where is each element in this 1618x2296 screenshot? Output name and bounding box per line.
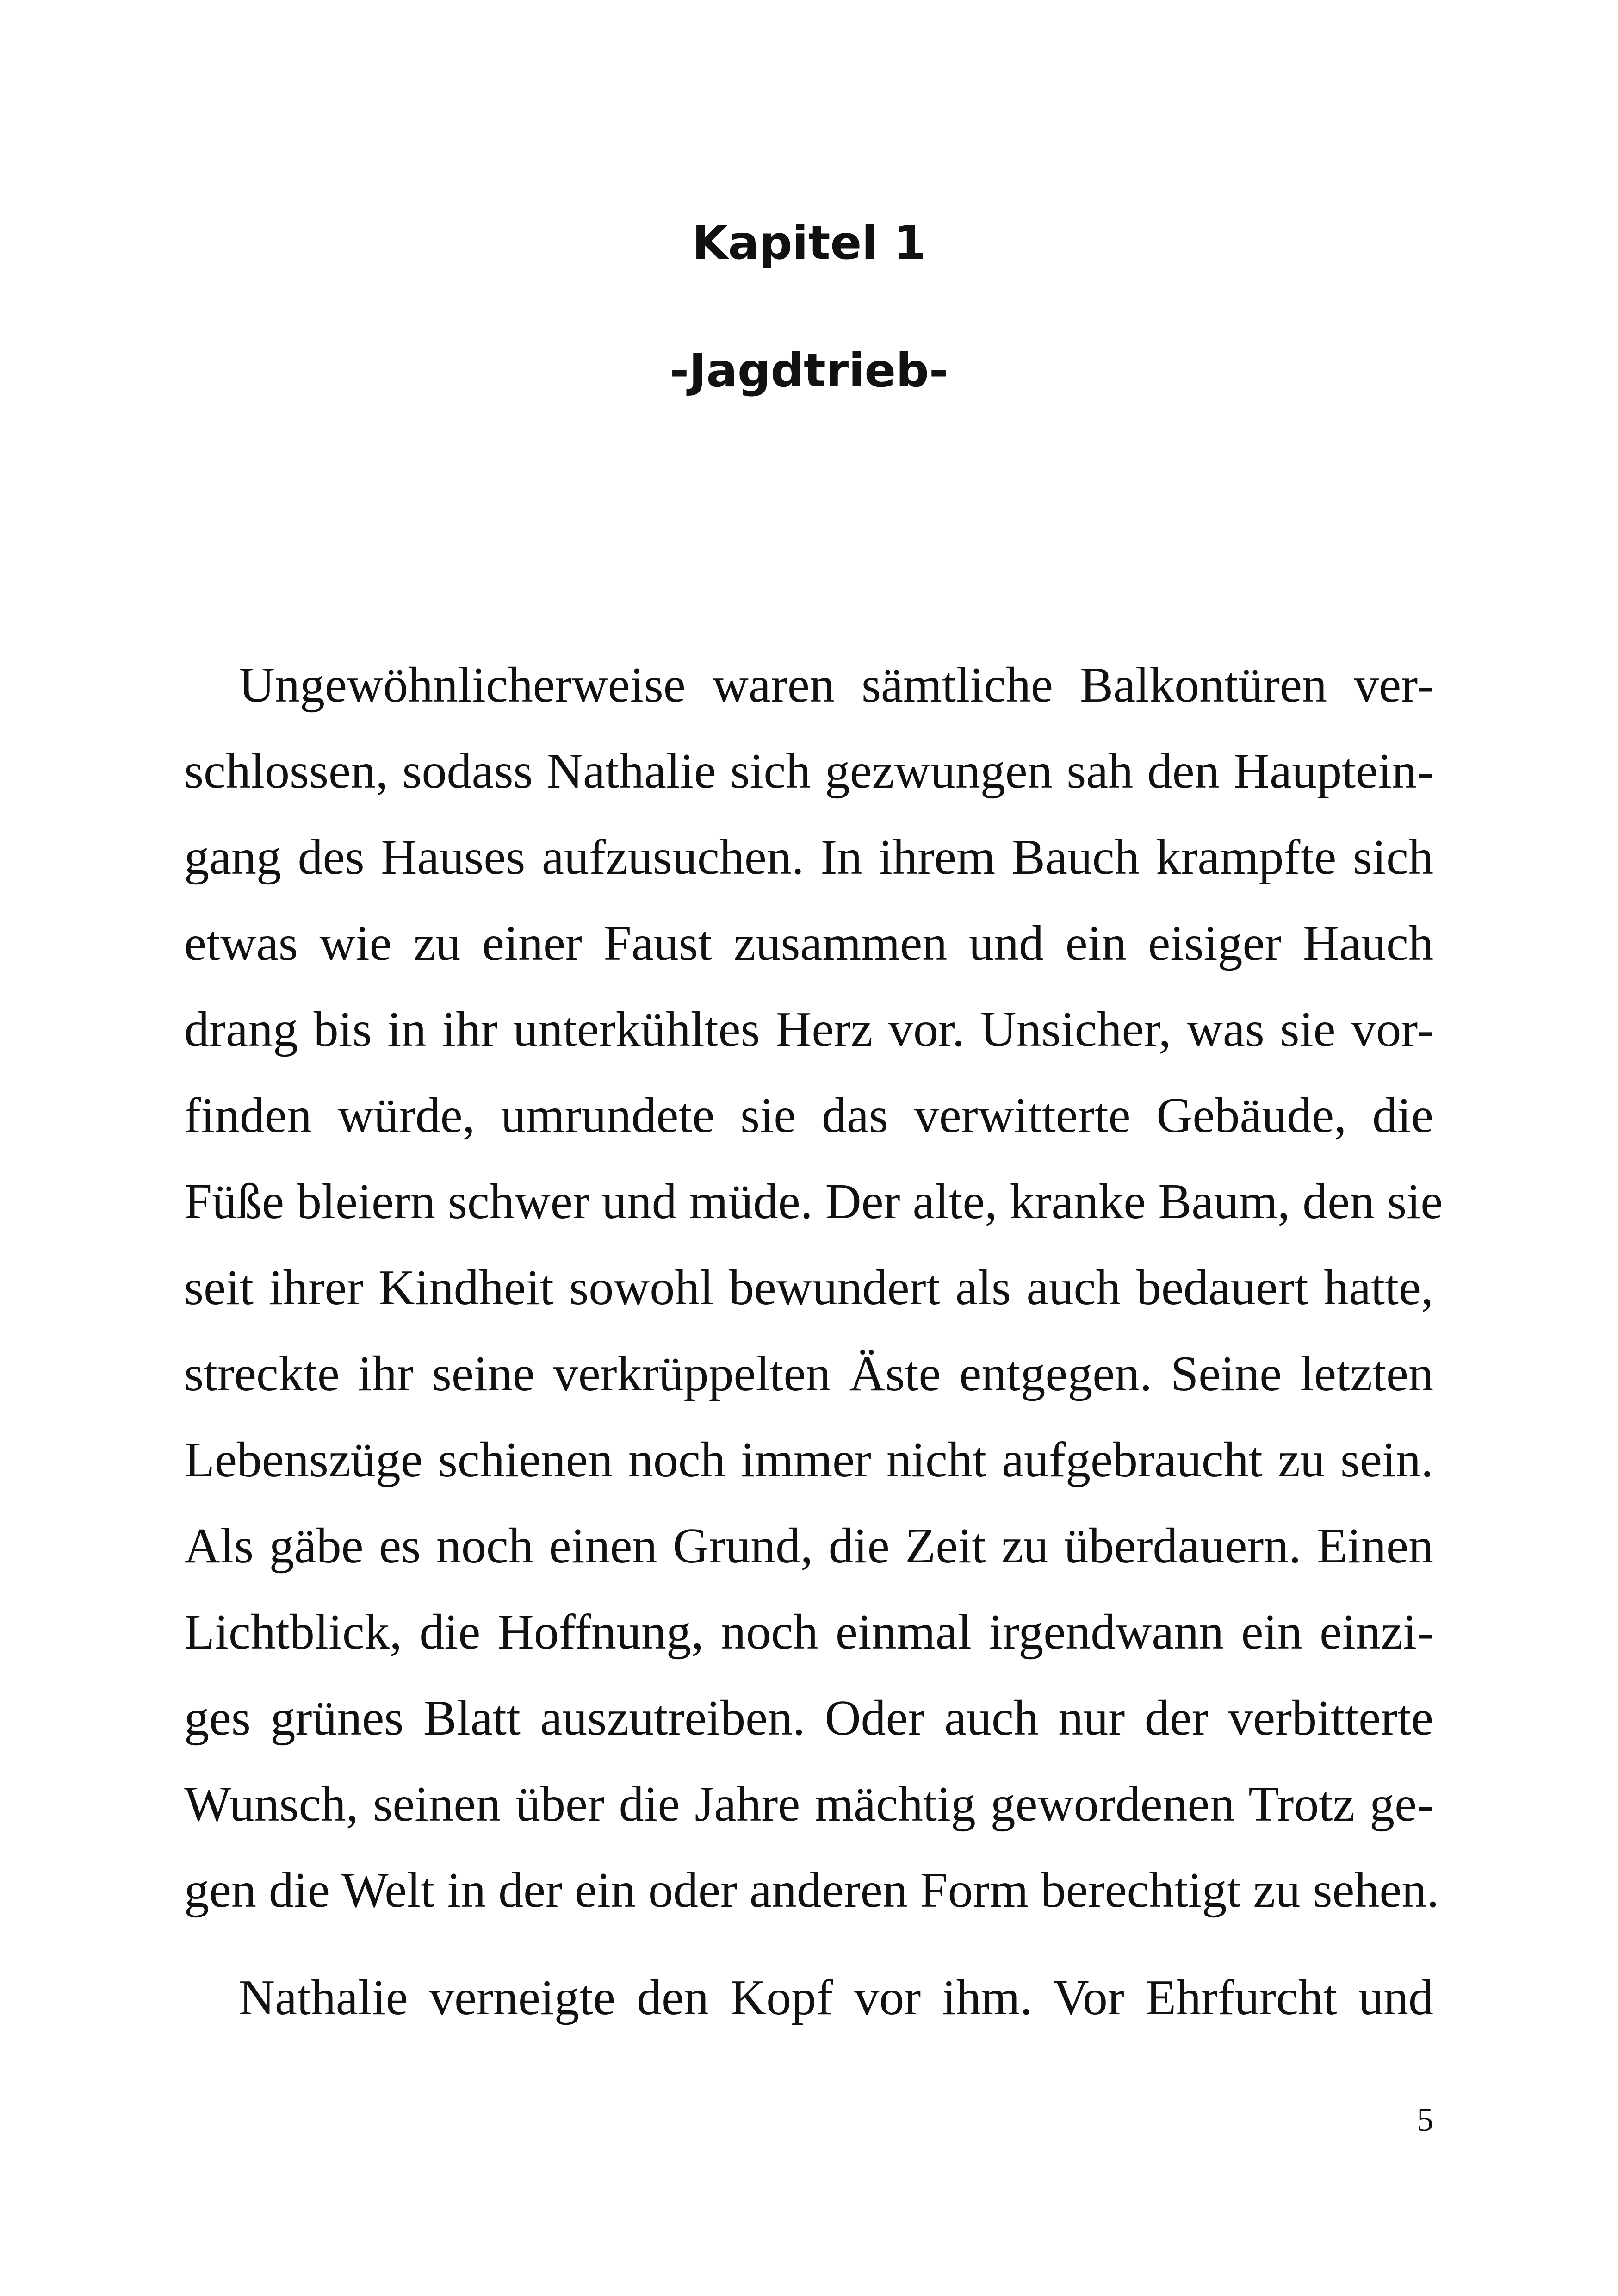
paragraph (184, 1955, 1433, 2041)
text-line: Lebenszüge schienen noch immer nicht aufgebraucht zu sein. (184, 1432, 1433, 1487)
text-line: Füße bleiern schwer und müde. Der alte, kranke Baum, den sie (184, 1174, 1443, 1229)
text-line: finden würde, umrundete sie das verwitterte Gebäude, die (184, 1088, 1433, 1143)
text-line: Als gäbe es noch einen Grund, die Zeit zu überdauern. Einen (184, 1518, 1433, 1574)
chapter-subtitle-heading: -Jagdtrieb- (670, 343, 948, 398)
page-number: 5 (1417, 2101, 1433, 2138)
chapter-number-heading: Kapitel 1 (692, 216, 926, 270)
text-line: streckte ihr seine verkrüppelten Äste entgegen. Seine letzten (184, 1346, 1433, 1401)
text-line: ges grünes Blatt auszutreiben. Oder auch nur der verbitterte (184, 1691, 1433, 1746)
text-line: gen die Welt in der ein oder anderen Form berechtigt zu sehen. (184, 1863, 1439, 1918)
text-line: Lichtblick, die Hoffnung, noch einmal irgendwann ein einzi- (184, 1605, 1433, 1660)
text-line: etwas wie zu einer Faust zusammen und ein eisiger Hauch (184, 916, 1433, 971)
paragraph (184, 642, 1443, 1934)
text-line: gang des Hauses aufzusuchen. In ihrem Bauch krampfte sich (184, 830, 1433, 885)
text-line: Nathalie verneigte den Kopf vor ihm. Vor Ehrfurcht und (239, 1970, 1433, 2025)
text-line: seit ihrer Kindheit sowohl bewundert als auch bedauert hatte, (184, 1260, 1433, 1315)
text-line: Ungewöhnlicherweise waren sämtliche Balkontüren ver- (239, 658, 1433, 713)
text-line: drang bis in ihr unterkühltes Herz vor. Unsicher, was sie vor- (184, 1002, 1433, 1057)
text-line: schlossen, sodass Nathalie sich gezwungen sah den Hauptein- (184, 744, 1433, 799)
text-line: Wunsch, seinen über die Jahre mächtig gewordenen Trotz ge- (184, 1777, 1433, 1832)
